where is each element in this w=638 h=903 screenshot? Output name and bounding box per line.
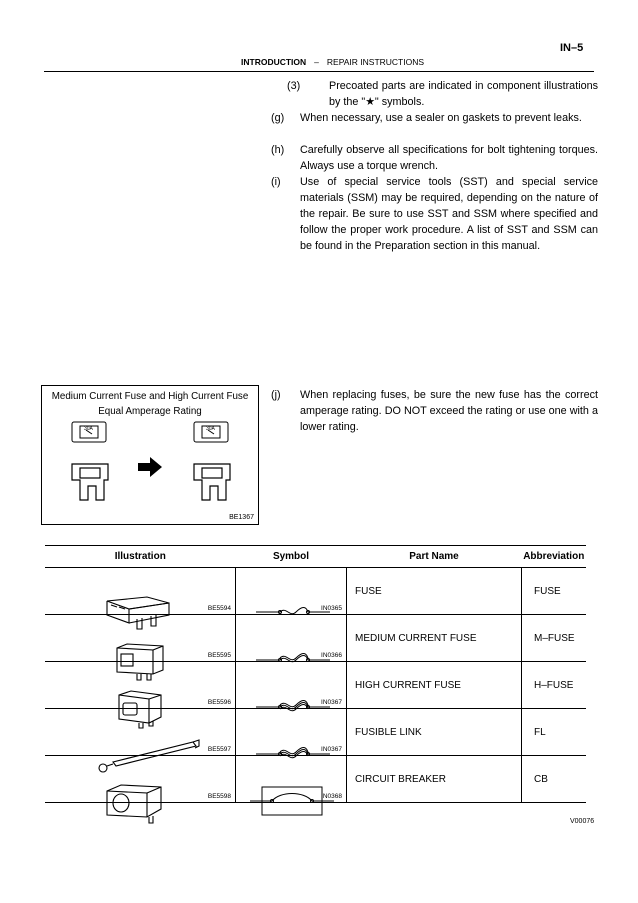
symbol-cell <box>236 709 347 756</box>
symbol-cell <box>236 615 347 662</box>
illustration-code: BE5598 <box>207 793 231 800</box>
table-header-row <box>45 546 586 568</box>
instruction-text: When replacing fuses, be sure the new fuse has the correct amperage rating. DO NOT exceed the rating or use one with a lower rating. <box>300 389 598 433</box>
table-row <box>45 662 586 709</box>
illustration-cell <box>45 615 236 662</box>
instruction-text: Use of special service tools (SST) and special service materials (SSM) may be required, depending on the nature of the repair. Be sure to use SST and SSM where specified and follow the proper work procedure. A list of SST and SSM can be found in the Preparation section in this manual. <box>300 176 598 252</box>
col-part-name: Part Name <box>347 546 522 568</box>
illustration-code: BE5594 <box>207 605 231 612</box>
illustration-cell <box>45 756 236 803</box>
fuse-comparison-drawing <box>42 386 258 524</box>
symbol-code: IN0367 <box>321 699 342 706</box>
symbol-code: IN0365 <box>321 605 342 612</box>
instruction-label: (i) <box>271 176 281 188</box>
left-rating-label: 30A <box>84 426 93 432</box>
abbreviation-cell: FL <box>522 709 587 756</box>
part-name-cell: HIGH CURRENT FUSE <box>347 662 522 709</box>
right-rating-label: 30A <box>206 426 215 432</box>
part-name-cell: CIRCUIT BREAKER <box>347 756 522 803</box>
instruction-text: Precoated parts are indicated in component illustrations by the "★" symbols. <box>329 80 598 108</box>
arrow-icon <box>138 457 162 477</box>
table-row <box>45 756 586 803</box>
abbreviation-cell: FUSE <box>522 568 587 615</box>
symbol-code: IN0368 <box>321 793 342 800</box>
right-fuse-side-view <box>194 464 230 500</box>
running-header <box>241 57 424 67</box>
illustration-code: BE5597 <box>207 746 231 753</box>
symbol-cell <box>236 756 347 803</box>
right-fuse-top-view <box>194 422 228 442</box>
illustration-code: BE5595 <box>207 652 231 659</box>
circuit-breaker-illustration <box>45 779 235 825</box>
document-id: V00076 <box>570 818 595 825</box>
instruction-text: When necessary, use a sealer on gaskets to prevent leaks. <box>300 112 582 124</box>
illustration-cell <box>45 568 236 615</box>
page-number: IN–5 <box>560 42 584 54</box>
illustration-cell <box>45 662 236 709</box>
left-fuse-side-view <box>72 464 108 500</box>
instruction-label: (j) <box>271 389 281 401</box>
instruction-label: (3) <box>287 80 301 92</box>
figure-title-line1: Medium Current Fuse and High Current Fuse <box>51 391 249 402</box>
col-symbol: Symbol <box>236 546 347 568</box>
col-abbreviation: Abbreviation <box>522 546 587 568</box>
abbreviation-cell: M–FUSE <box>522 615 587 662</box>
part-name-cell: FUSE <box>347 568 522 615</box>
fuse-rating-figure <box>41 385 259 525</box>
circuit-breaker-symbol <box>236 779 346 825</box>
illustration-cell <box>45 709 236 756</box>
figure-code: BE1367 <box>229 514 254 521</box>
header-section: INTRODUCTION <box>241 57 307 67</box>
parts-symbol-table <box>45 545 586 803</box>
table-row <box>45 568 586 615</box>
header-rule <box>44 71 594 72</box>
symbol-cell <box>236 662 347 709</box>
instruction-label: (g) <box>271 112 285 124</box>
instruction-text: Carefully observe all specifications for bolt tightening torques. Always use a torque wrench. <box>300 144 598 172</box>
part-name-cell: FUSIBLE LINK <box>347 709 522 756</box>
left-fuse-top-view <box>72 422 106 442</box>
symbol-code: IN0366 <box>321 652 342 659</box>
part-name-cell: MEDIUM CURRENT FUSE <box>347 615 522 662</box>
abbreviation-cell: CB <box>522 756 587 803</box>
symbol-code: IN0367 <box>321 746 342 753</box>
figure-title-line2: Equal Amperage Rating <box>98 406 202 417</box>
header-separator: – <box>314 57 319 67</box>
illustration-code: BE5596 <box>207 699 231 706</box>
table-row <box>45 615 586 662</box>
table-row <box>45 709 586 756</box>
abbreviation-cell: H–FUSE <box>522 662 587 709</box>
instruction-label: (h) <box>271 144 285 156</box>
header-subsection: REPAIR INSTRUCTIONS <box>326 57 425 67</box>
col-illustration: Illustration <box>45 546 236 568</box>
symbol-cell <box>236 568 347 615</box>
